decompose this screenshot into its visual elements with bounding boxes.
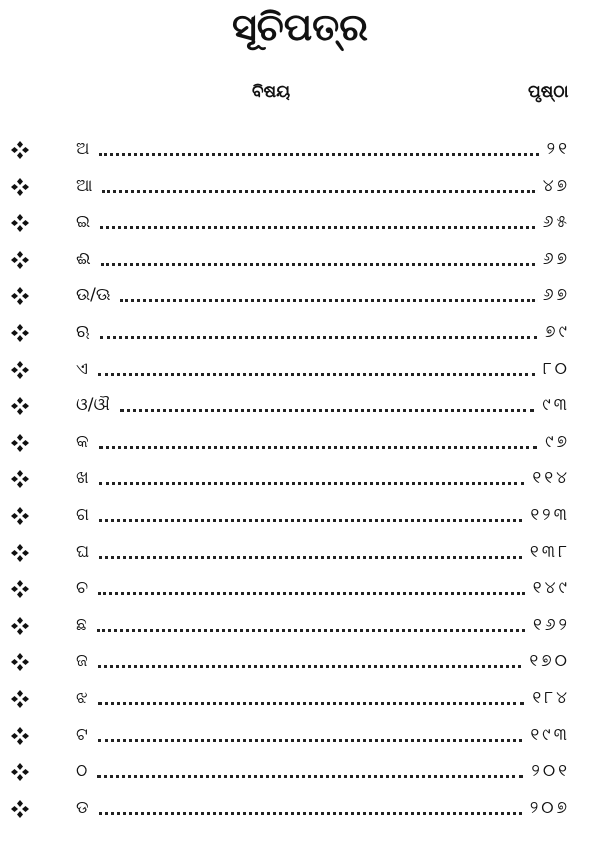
toc-entry[interactable] (0, 535, 600, 572)
toc-entry[interactable] (0, 242, 600, 279)
toc-entry[interactable] (0, 461, 600, 498)
dot-leader (99, 446, 538, 449)
page-column-header: ପୃଷ୍ଠା (528, 82, 569, 102)
toc-entry-label: ଅ (76, 139, 90, 159)
toc-entry-page: ୬୫ (542, 212, 570, 233)
dot-leader (98, 373, 535, 376)
four-diamond-bullet-icon (10, 652, 30, 672)
toc-entry-page: ୯୩ (542, 395, 570, 416)
toc-entry-label: ଋ (76, 321, 90, 342)
four-diamond-bullet-icon (10, 323, 30, 343)
toc-entry-page: ୭୯ (545, 321, 570, 342)
toc-entry-page: ୧୬୨ (533, 614, 570, 635)
dot-leader (99, 482, 525, 485)
four-diamond-bullet-icon (10, 213, 30, 233)
toc-entry-page: ୨୦୭ (529, 797, 570, 818)
toc-entry-label: ଟ (76, 724, 88, 745)
toc-entry-page: ୨୦୧ (531, 761, 570, 782)
dot-leader (99, 556, 522, 559)
toc-entry-label: ଇ (76, 212, 91, 233)
four-diamond-bullet-icon (10, 726, 30, 746)
toc-entry[interactable] (0, 571, 600, 608)
toc-entry[interactable] (0, 754, 600, 791)
toc-entry-page: ୧୮୪ (532, 687, 570, 708)
dot-leader (99, 812, 522, 815)
dot-leader (98, 592, 525, 595)
dot-leader (98, 665, 522, 668)
dot-leader (99, 153, 538, 156)
toc-entry-label: ଗ (76, 504, 90, 525)
dot-leader (99, 519, 522, 522)
four-diamond-bullet-icon (10, 177, 30, 197)
four-diamond-bullet-icon (10, 140, 30, 160)
four-diamond-bullet-icon (10, 360, 30, 380)
toc-entry[interactable] (0, 608, 600, 645)
toc-entry-page: ୪୭ (542, 175, 570, 196)
toc-entry[interactable] (0, 644, 600, 681)
toc-entry[interactable] (0, 425, 600, 462)
toc-entry-page: ୮୦ (542, 358, 570, 379)
dot-leader (120, 299, 535, 302)
page-title: ସୂଚିପତ୍ର (231, 5, 369, 49)
toc-entry-page: ୯୭ (545, 431, 570, 452)
toc-entry-page: ୧୧୪ (532, 468, 570, 489)
toc-entry-label: ଠ (76, 761, 88, 782)
toc-entry-label: ଉ/ଊ (76, 285, 111, 306)
toc-entry-label: ଈ (76, 248, 91, 269)
four-diamond-bullet-icon (10, 506, 30, 526)
dot-leader (100, 226, 535, 229)
dot-leader (102, 190, 534, 193)
four-diamond-bullet-icon (10, 762, 30, 782)
toc-entry[interactable] (0, 315, 600, 352)
four-diamond-bullet-icon (10, 616, 30, 636)
dot-leader (97, 629, 525, 632)
toc-entry-page: ୧୯୩ (530, 724, 570, 745)
dot-leader (101, 263, 535, 266)
dot-leader (100, 336, 537, 339)
toc-entry-label: ଘ (76, 541, 90, 562)
toc-entry-page: ୧୩୮ (529, 541, 570, 562)
toc-entry[interactable] (0, 169, 600, 206)
four-diamond-bullet-icon (10, 250, 30, 270)
subject-column-header: ବିଷୟ (252, 82, 291, 102)
toc-entry[interactable] (0, 278, 600, 315)
four-diamond-bullet-icon (10, 469, 30, 489)
dot-leader (98, 739, 523, 742)
toc-entry[interactable] (0, 388, 600, 425)
toc-list (0, 132, 600, 827)
four-diamond-bullet-icon (10, 433, 30, 453)
toc-entry[interactable] (0, 132, 600, 169)
toc-entry-page: ୬୭ (542, 248, 570, 269)
four-diamond-bullet-icon (10, 689, 30, 709)
toc-entry-label: ଡ (76, 797, 89, 818)
toc-entry[interactable] (0, 718, 600, 755)
dot-leader (120, 409, 534, 412)
toc-entry[interactable] (0, 498, 600, 535)
four-diamond-bullet-icon (10, 579, 30, 599)
toc-entry-page: ୧୭୦ (529, 651, 570, 672)
four-diamond-bullet-icon (10, 543, 30, 563)
toc-entry-label: ଏ (76, 358, 88, 379)
toc-entry-label: ଜ (76, 651, 88, 672)
toc-entry-label: ଖ (76, 468, 89, 489)
toc-entry[interactable] (0, 681, 600, 718)
four-diamond-bullet-icon (10, 799, 30, 819)
toc-entry-label: ଛ (76, 614, 87, 635)
dot-leader (97, 775, 523, 778)
toc-entry-page: ୧୪୯ (532, 578, 570, 599)
toc-entry-page: ୬୭ (542, 285, 570, 306)
toc-entry[interactable] (0, 352, 600, 389)
toc-entry[interactable] (0, 205, 600, 242)
toc-entry-label: କ (76, 431, 89, 452)
toc-entry-page: ୨୧ (546, 139, 570, 159)
toc-entry-label: ଆ (76, 175, 93, 196)
toc-entry[interactable] (0, 791, 600, 828)
four-diamond-bullet-icon (10, 286, 30, 306)
toc-entry-label: ଚ (76, 578, 89, 599)
four-diamond-bullet-icon (10, 396, 30, 416)
toc-entry-page: ୧୨୩ (530, 504, 570, 525)
toc-entry-label: ଝ (76, 687, 88, 708)
dot-leader (98, 702, 525, 705)
toc-entry-label: ଓ/ଔ (76, 395, 110, 416)
